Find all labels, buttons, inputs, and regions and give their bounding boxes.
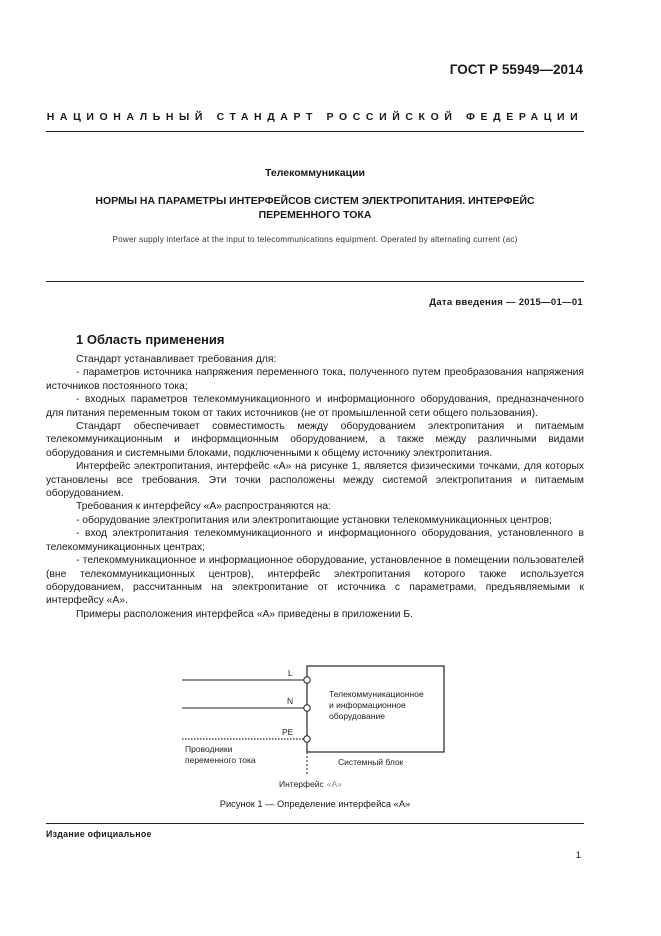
paragraph: Примеры расположения интерфейса «А» приведены в приложении Б. [76, 608, 413, 620]
paragraph: Требования к интерфейсу «А» распространяются на: [76, 501, 331, 513]
title-line-2: ПЕРЕМЕННОГО ТОКА [258, 209, 372, 221]
conductors-label-line-1: Проводники [185, 744, 233, 754]
english-title: Power supply interface at the input to telecommunications equipment. Operated by alternating current (ac) [112, 235, 518, 244]
label-L: L [288, 668, 293, 678]
title-line-1: НОРМЫ НА ПАРАМЕТРЫ ИНТЕРФЕЙСОВ СИСТЕМ ЭЛЕКТРОПИТАНИЯ. ИНТЕРФЕЙС [95, 195, 535, 207]
footer-rule [46, 823, 584, 824]
document-subject: Телекоммуникации [265, 167, 365, 179]
interface-diagram [180, 662, 450, 794]
header-rule [46, 131, 584, 132]
paragraph: - телекоммуникационное и информационное оборудование, установленное в помещении пользователей (вне телекоммуникационных центров), интерфейс электропитания которого также используется оборудованием, рассчитанным на электропитание от источника с параметрами, предъявляемыми к интерфейсу «А». [46, 555, 584, 607]
page-number: 1 [575, 850, 581, 861]
terminal-PE [304, 736, 310, 742]
gost-number: ГОСТ Р 55949—2014 [449, 62, 583, 77]
interface-label [279, 779, 342, 789]
paragraph: Стандарт устанавливает требования для: [76, 354, 277, 365]
paragraph: - входных параметров телекоммуникационного и информационного оборудования, предназначенного для питания переменным током от таких источников (не от промышленной сети общего пользования). [46, 394, 584, 419]
section-heading: 1 Область применения [76, 332, 225, 347]
paragraph: - оборудование электропитания или электропитающие установки телекоммуникационных центров; [76, 514, 552, 526]
paragraph: Стандарт обеспечивает совместимость между оборудованием электропитания и питаемым телекоммуникационным и информационным оборудованием, а также между различными видами оборудования и системными блоками, подключенными к общему источнику электропитания. [46, 421, 584, 459]
interface-label-letter: «А» [326, 779, 342, 789]
equipment-label-line-2: и информационное [329, 700, 406, 710]
paragraph: Интерфейс электропитания, интерфейс «А» на рисунке 1, является физическими точками, для которых установлены все требования. Эти точки расположены между системой электропитания и питаемым оборудованием. [46, 461, 584, 500]
label-N: N [287, 696, 294, 706]
equipment-label-line-1: Телекоммуникационное [329, 689, 424, 699]
section-body [46, 353, 584, 621]
terminal-L [304, 677, 310, 683]
national-standard-heading: НАЦИОНАЛЬНЫЙ СТАНДАРТ РОССИЙСКОЙ ФЕДЕРАЦИИ [46, 111, 584, 123]
paragraph: - параметров источника напряжения переменного тока, полученного путем преобразования напряжения источников постоянного тока; [46, 367, 584, 392]
edition-note: Издание официальное [46, 829, 152, 839]
document-title [60, 194, 570, 222]
figure-caption: Рисунок 1 — Определение интерфейса «А» [219, 799, 411, 809]
label-PE: PE [282, 727, 294, 737]
equipment-label-line-3: оборудование [329, 711, 385, 721]
terminal-N [304, 705, 310, 711]
conductors-label-line-2: переменного тока [185, 755, 256, 765]
system-block-label: Системный блок [338, 757, 404, 767]
interface-label-prefix: Интерфейс [279, 779, 324, 789]
title-rule [46, 281, 584, 282]
introduction-date: Дата введения — 2015—01—01 [429, 297, 583, 308]
paragraph: - вход электропитания телекоммуникационного и информационного оборудования, установленного в телекоммуникационных центрах; [46, 528, 584, 553]
